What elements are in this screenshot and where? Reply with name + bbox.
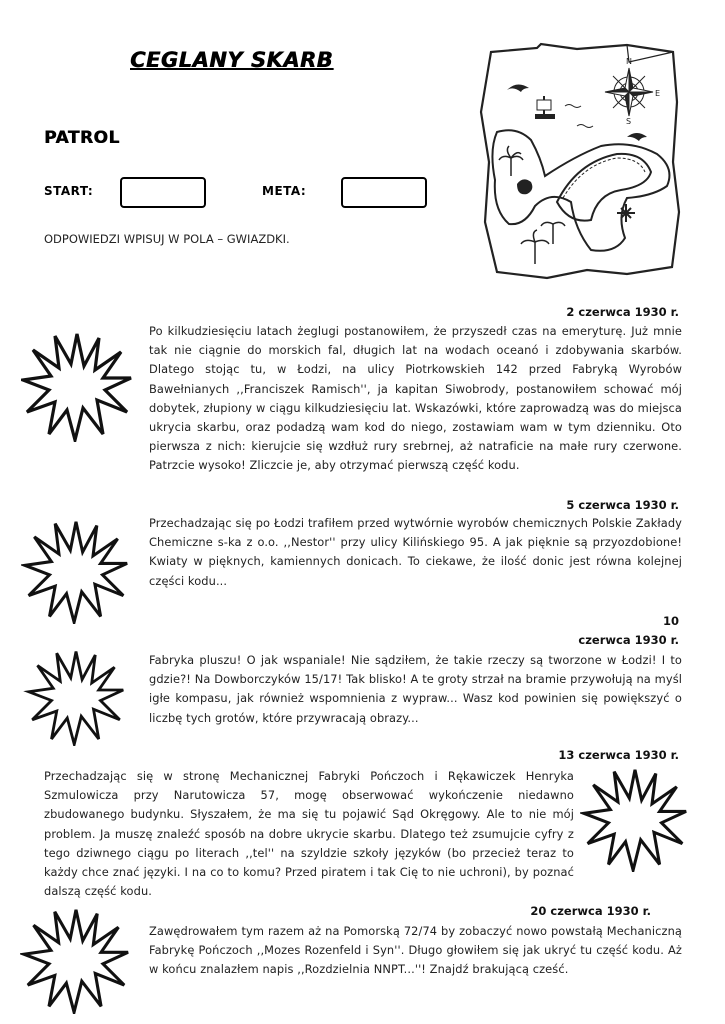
answer-star-4[interactable] [580, 766, 690, 872]
start-label: START: [44, 184, 94, 198]
entry-text: Zawędrowałem tym razem aż na Pomorską 72/74 by zobaczyć nowo powstałą Mechaniczną Fabrykę Pończoch ,,Mozes Rozenfeld i Syn''. Długo głowiłem się jak ukryć tu część kodu. Aż w końcu znalazłem napis ,,Rozdzielnia NNPT...''! Znajdź brakującą cześć. [149, 924, 682, 977]
entry-date: 5 czerwca 1930 r. [566, 498, 679, 512]
entry-text: Fabryka pluszu! O jak wspaniale! Nie sądziłem, że takie rzeczy są tworzone w Łodzi! I to gdzie?! Na Dowborczyków 15/17! Tak blisko! A te groty strzał na bramie przywołują na myśl igłe kompasu, jak również wspomnienia z wypraw... Wasz kod powinien się powiększyć o liczbę tych grotów, które przywracają obrazy... [149, 653, 682, 725]
answer-star-3[interactable] [20, 648, 132, 746]
entry-date: czerwca 1930 r. [578, 633, 679, 647]
instructions-text: ODPOWIEDZI WPISUJ W POLA – GWIAZDKI. [44, 232, 290, 246]
entry-date: 2 czerwca 1930 r. [566, 305, 679, 319]
meta-label: META: [262, 184, 307, 198]
answer-star-5[interactable] [20, 906, 132, 1014]
entry-date: 20 czerwca 1930 r. [530, 904, 651, 918]
svg-text:N: N [626, 57, 632, 66]
patrol-label: PATROL [44, 128, 120, 148]
svg-text:E: E [655, 89, 661, 98]
answer-star-1[interactable] [21, 330, 133, 442]
entry-date: 13 czerwca 1930 r. [558, 748, 679, 762]
page-title: CEGLANY SKARB [130, 48, 334, 72]
start-answer-box[interactable] [120, 177, 206, 208]
treasure-map-illustration [477, 42, 683, 282]
svg-text:S: S [626, 117, 632, 126]
entry-date: 10 [662, 614, 679, 628]
entry-text: Przechadzając się w stronę Mechanicznej Fabryki Pończoch i Rękawiczek Henryka Szmulowicza przy Narutowicza 57, mogę obserwować wykończenie niedawno zbudowanego budynku. Słyszałem, że ma się tu pojawić Sąd Okręgowy. Ale to nie mój problem. Ja muszę znaleźć sposób na dobre ukrycie skarbu. Dlatego też zsumujcie cyfry z tego dziwnego ciągu po literach ,,tel'' na szyldzie szkoły języków (bo przecież teraz to każdy chce znać języki. I na co to komu? Przed piratem i tak Cię to nie uchroni), by poznać dalszą część kodu. [44, 769, 574, 899]
entry-text: Po kilkudziesięciu latach żeglugi postanowiłem, że przyszedł czas na emeryturę. Już mnie tak nie ciągnie do morskich fal, długich lat na wodach oceanó i zdobywania skarbów. Dlatego stojąc tu, w Łodzi, na ulicy Piotrkowskieh 142 przed Fabryką Wyrobów Bawełnianych ,,Franciszek Ramisch'', ja kapitan Siwobrody, postanowiłem schować mój dobytek, złupiony w ciągu kilkudziesięciu lat. Wskazówki, które zaprowadzą was do miejsca ukrycia skarbu, oraz podadzą wam kod do niego, zostawiam wam w tym dzienniku. Oto pierwsza z nich: kierujcie się wzdłuż rury srebrnej, aż natraficie na małe rury czerwone. Patrzcie wysoko! Zliczcie je, aby otrzymać pierwszą część kodu. [149, 324, 682, 473]
meta-answer-box[interactable] [341, 177, 427, 208]
answer-star-2[interactable] [21, 518, 131, 624]
entry-text: Przechadzając się po Łodzi trafiłem przed wytwórnie wyrobów chemicznych Polskie Zakłady Chemiczne s-ka z o.o. ,,Nestor'' przy ulicy Kilińskiego 95. A jak pięknie są przyozdobione! Kwiaty w pięknych, kamiennych donicach. To ciekawe, że ilość donic jest równa kolejnej części kodu... [149, 516, 682, 588]
